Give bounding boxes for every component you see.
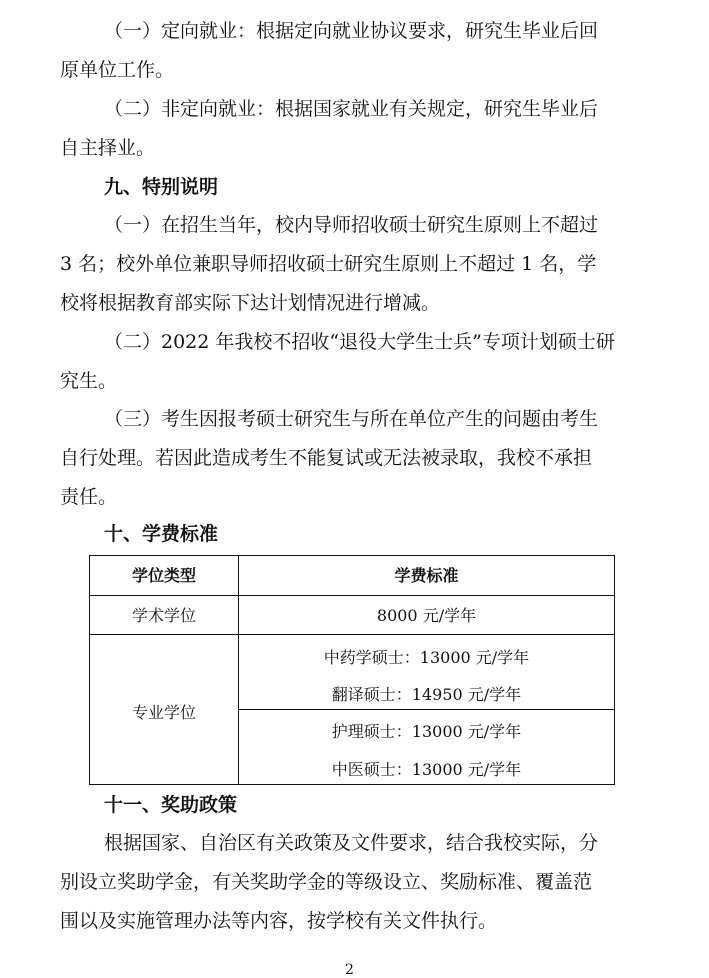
scholarship-line3: 围以及实施管理办法等内容，按学校有关文件执行。 bbox=[60, 910, 498, 932]
table-cell-professional-degree: 专业学位 bbox=[131, 703, 196, 722]
tuition-table bbox=[89, 555, 615, 785]
table-cell-academic-fee: 8000 元/学年 bbox=[376, 606, 477, 625]
table-subrow-divider bbox=[238, 709, 614, 710]
scholarship-line1: 根据国家、自治区有关政策及文件要求，结合我校实际，分 bbox=[104, 832, 599, 854]
table-column-divider bbox=[238, 556, 239, 784]
special-note1-line2: 3 名；校外单位兼职导师招收硕士研究生原则上不超过 1 名，学 bbox=[60, 253, 597, 275]
table-cell-fee-translation: 翻译硕士：14950 元/学年 bbox=[331, 685, 522, 704]
employment-nondirected-line1: （二）非定向就业：根据国家就业有关规定，研究生毕业后 bbox=[104, 98, 599, 120]
table-header-tuition: 学费标准 bbox=[394, 566, 459, 585]
table-cell-fee-chinese-medicine: 中医硕士：13000 元/学年 bbox=[331, 760, 522, 779]
special-note3-line1: （三）考生因报考硕士研究生与所在单位产生的问题由考生 bbox=[104, 408, 599, 430]
table-header-degree-type: 学位类型 bbox=[131, 566, 196, 585]
employment-directed-line2: 原单位工作。 bbox=[60, 59, 175, 81]
table-header-divider bbox=[90, 595, 614, 596]
table-row-divider bbox=[90, 634, 614, 635]
special-note2-line1: （二）2022 年我校不招收“退役大学生士兵”专项计划硕士研 bbox=[104, 331, 615, 353]
section-heading-special-notes: 九、特别说明 bbox=[104, 176, 219, 198]
scholarship-line2: 别设立奖助学金，有关奖助学金的等级设立、奖励标准、覆盖范 bbox=[60, 871, 593, 893]
section-heading-tuition: 十、学费标准 bbox=[104, 523, 219, 545]
special-note3-line2: 自行处理。若因此造成考生不能复试或无法被录取，我校不承担 bbox=[60, 447, 593, 469]
table-cell-fee-chinese-pharmacy: 中药学硕士：13000 元/学年 bbox=[323, 648, 530, 667]
employment-nondirected-line2: 自主择业。 bbox=[60, 137, 156, 159]
special-note1-line1: （一）在招生当年，校内导师招收硕士研究生原则上不超过 bbox=[104, 214, 599, 236]
table-cell-academic-degree: 学术学位 bbox=[131, 606, 196, 625]
special-note1-line3: 校将根据教育部实际下达计划情况进行增减。 bbox=[60, 292, 441, 314]
employment-directed-line1: （一）定向就业：根据定向就业协议要求，研究生毕业后回 bbox=[104, 20, 599, 42]
table-cell-fee-nursing: 护理硕士：13000 元/学年 bbox=[331, 722, 522, 741]
special-note2-line2: 究生。 bbox=[60, 370, 118, 392]
section-heading-scholarship: 十一、奖助政策 bbox=[104, 794, 238, 816]
page-number: 2 bbox=[345, 962, 354, 978]
special-note3-line3: 责任。 bbox=[60, 486, 118, 508]
